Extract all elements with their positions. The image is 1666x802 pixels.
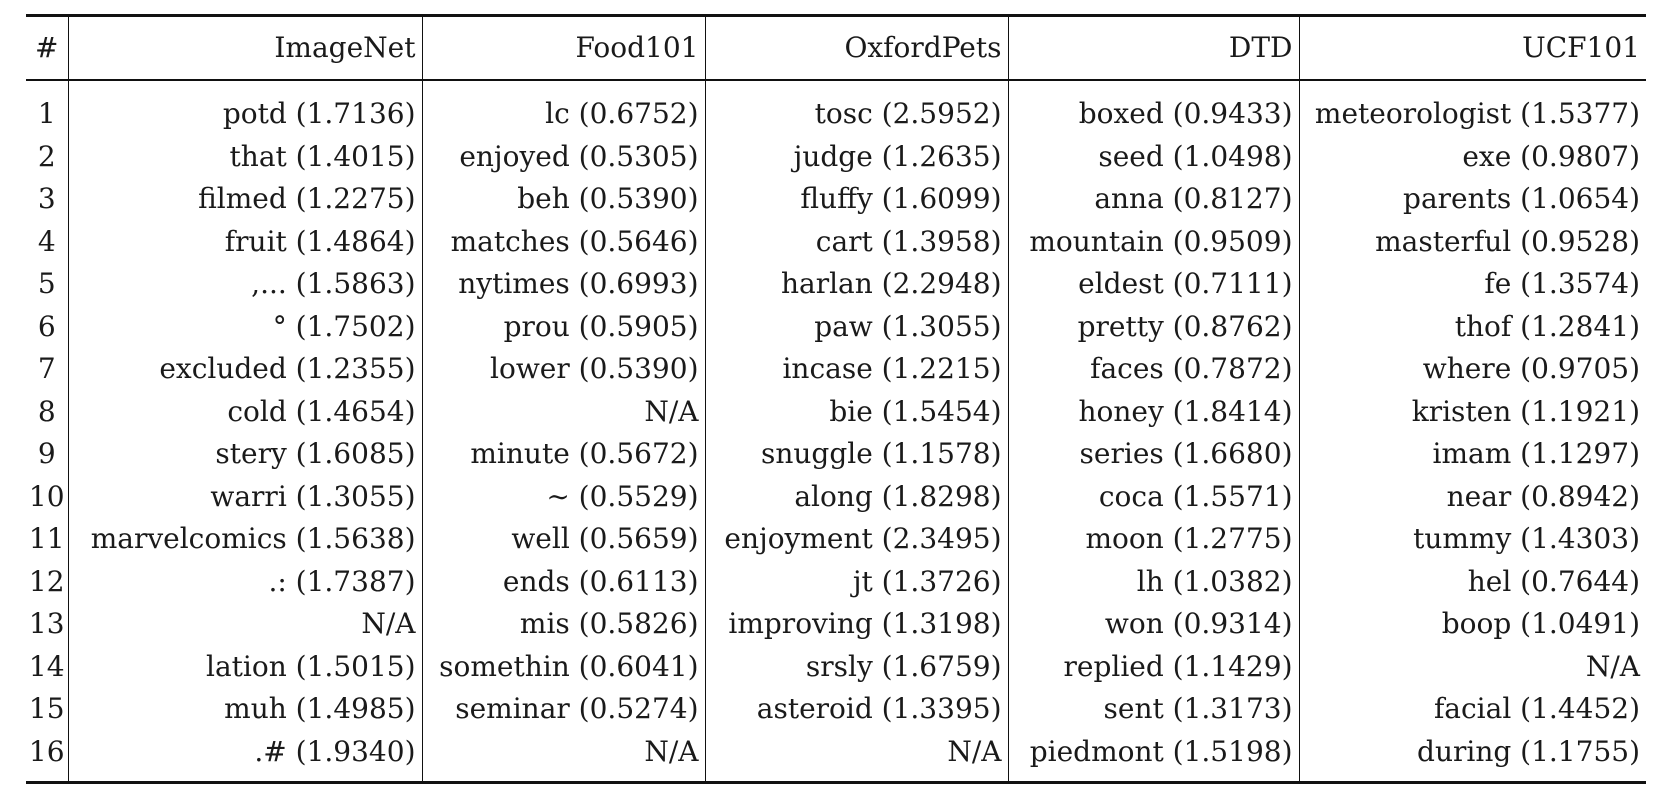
cell-oxfordpets: asteroid (1.3395) xyxy=(705,688,1008,731)
cell-imagenet: fruit (1.4864) xyxy=(68,221,422,264)
table-row xyxy=(26,476,1646,519)
table-row xyxy=(26,646,1646,689)
cell-ucf101: facial (1.4452) xyxy=(1433,692,1640,725)
cell-dtd: replied (1.1429) xyxy=(1008,646,1299,689)
cell-food101: mis (0.5826) xyxy=(422,603,705,646)
cell-dtd: boxed (0.9433) xyxy=(1008,81,1299,136)
header-index: # xyxy=(26,17,68,79)
cell-index: 7 xyxy=(26,348,68,391)
cell-dtd: seed (1.0498) xyxy=(1008,136,1299,179)
cell-ucf101: boop (1.0491) xyxy=(1441,607,1640,640)
cell-food101: lc (0.6752) xyxy=(422,81,705,136)
cell-imagenet: .: (1.7387) xyxy=(68,561,422,604)
cell-food101: enjoyed (0.5305) xyxy=(422,136,705,179)
table-row xyxy=(26,561,1646,604)
header-food101: Food101 xyxy=(422,17,705,79)
cell-oxfordpets: bie (1.5454) xyxy=(705,391,1008,434)
cell-index: 15 xyxy=(26,688,68,731)
cell-imagenet: marvelcomics (1.5638) xyxy=(68,518,422,561)
cell-ucf101: tummy (1.4303) xyxy=(1413,522,1640,555)
cell-dtd: moon (1.2775) xyxy=(1008,518,1299,561)
cell-imagenet: muh (1.4985) xyxy=(68,688,422,731)
cell-oxfordpets: paw (1.3055) xyxy=(705,306,1008,349)
table-row xyxy=(26,603,1646,646)
cell-imagenet: filmed (1.2275) xyxy=(68,178,422,221)
cell-index: 4 xyxy=(26,221,68,264)
cell-imagenet: ,... (1.5863) xyxy=(68,263,422,306)
results-table xyxy=(26,17,1646,79)
cell-ucf101: parents (1.0654) xyxy=(1403,182,1640,215)
cell-index: 9 xyxy=(26,433,68,476)
cell-food101: nytimes (0.6993) xyxy=(422,263,705,306)
cell-index: 16 xyxy=(26,731,68,782)
header-oxfordpets: OxfordPets xyxy=(705,17,1008,79)
cell-oxfordpets: along (1.8298) xyxy=(705,476,1008,519)
cell-oxfordpets: cart (1.3958) xyxy=(705,221,1008,264)
cell-dtd: mountain (0.9509) xyxy=(1008,221,1299,264)
cell-oxfordpets: judge (1.2635) xyxy=(705,136,1008,179)
header-row xyxy=(26,17,1646,79)
table-row xyxy=(26,306,1646,349)
header-dtd: DTD xyxy=(1008,17,1299,79)
results-table-container xyxy=(26,14,1646,784)
cell-imagenet: that (1.4015) xyxy=(68,136,422,179)
cell-food101: lower (0.5390) xyxy=(422,348,705,391)
cell-index: 13 xyxy=(26,603,68,646)
cell-dtd: anna (0.8127) xyxy=(1008,178,1299,221)
table-row xyxy=(26,433,1646,476)
cell-ucf101: during (1.1755) xyxy=(1417,734,1640,768)
cell-food101: minute (0.5672) xyxy=(422,433,705,476)
cell-oxfordpets: harlan (2.2948) xyxy=(705,263,1008,306)
cell-food101: somethin (0.6041) xyxy=(422,646,705,689)
cell-ucf101: fe (1.3574) xyxy=(1484,267,1640,300)
cell-imagenet: potd (1.7136) xyxy=(68,81,422,136)
table-row xyxy=(26,178,1646,221)
cell-food101: N/A xyxy=(422,391,705,434)
results-table-body xyxy=(26,81,1646,781)
cell-ucf101: N/A xyxy=(1585,649,1640,683)
cell-index: 1 xyxy=(26,81,68,136)
cell-food101: beh (0.5390) xyxy=(422,178,705,221)
cell-oxfordpets: srsly (1.6759) xyxy=(705,646,1008,689)
table-row xyxy=(26,81,1646,136)
cell-ucf101: where (0.9705) xyxy=(1422,352,1640,385)
cell-imagenet: warri (1.3055) xyxy=(68,476,422,519)
cell-oxfordpets: jt (1.3726) xyxy=(705,561,1008,604)
cell-ucf101: thof (1.2841) xyxy=(1454,309,1640,343)
cell-food101: ends (0.6113) xyxy=(422,561,705,604)
table-row xyxy=(26,731,1646,782)
cell-oxfordpets: N/A xyxy=(705,731,1008,782)
cell-dtd: series (1.6680) xyxy=(1008,433,1299,476)
cell-oxfordpets: snuggle (1.1578) xyxy=(705,433,1008,476)
cell-ucf101: kristen (1.1921) xyxy=(1411,394,1640,428)
cell-index: 10 xyxy=(26,476,68,519)
cell-dtd: coca (1.5571) xyxy=(1008,476,1299,519)
table-row xyxy=(26,391,1646,434)
cell-oxfordpets: enjoyment (2.3495) xyxy=(705,518,1008,561)
cell-imagenet: excluded (1.2355) xyxy=(68,348,422,391)
cell-oxfordpets: incase (1.2215) xyxy=(705,348,1008,391)
cell-index: 2 xyxy=(26,136,68,179)
table-body xyxy=(26,81,1646,781)
cell-dtd: piedmont (1.5198) xyxy=(1008,731,1299,782)
cell-food101: seminar (0.5274) xyxy=(422,688,705,731)
table-row xyxy=(26,688,1646,731)
cell-dtd: sent (1.3173) xyxy=(1008,688,1299,731)
cell-index: 14 xyxy=(26,646,68,689)
cell-imagenet: .# (1.9340) xyxy=(68,731,422,782)
cell-imagenet: ° (1.7502) xyxy=(68,306,422,349)
cell-index: 8 xyxy=(26,391,68,434)
cell-dtd: pretty (0.8762) xyxy=(1008,306,1299,349)
table-row xyxy=(26,263,1646,306)
cell-imagenet: N/A xyxy=(68,603,422,646)
cell-food101: matches (0.5646) xyxy=(422,221,705,264)
cell-dtd: eldest (0.7111) xyxy=(1008,263,1299,306)
cell-ucf101: meteorologist (1.5377) xyxy=(1314,97,1640,130)
cell-index: 12 xyxy=(26,561,68,604)
cell-dtd: honey (1.8414) xyxy=(1008,391,1299,434)
cell-imagenet: cold (1.4654) xyxy=(68,391,422,434)
table-row xyxy=(26,136,1646,179)
cell-oxfordpets: fluffy (1.6099) xyxy=(705,178,1008,221)
cell-food101: well (0.5659) xyxy=(422,518,705,561)
header-imagenet: ImageNet xyxy=(68,17,422,79)
cell-index: 6 xyxy=(26,306,68,349)
cell-ucf101: near (0.8942) xyxy=(1446,479,1640,513)
bottom-rule xyxy=(26,781,1646,784)
cell-oxfordpets: improving (1.3198) xyxy=(705,603,1008,646)
cell-ucf101: masterful (0.9528) xyxy=(1375,224,1640,258)
cell-food101: ∼ (0.5529) xyxy=(422,476,705,519)
cell-index: 5 xyxy=(26,263,68,306)
cell-imagenet: lation (1.5015) xyxy=(68,646,422,689)
cell-dtd: faces (0.7872) xyxy=(1008,348,1299,391)
table-row xyxy=(26,221,1646,264)
cell-ucf101: hel (0.7644) xyxy=(1467,564,1640,598)
cell-food101: N/A xyxy=(422,731,705,782)
cell-oxfordpets: tosc (2.5952) xyxy=(705,81,1008,136)
header-ucf101: UCF101 xyxy=(1522,31,1640,64)
cell-ucf101: imam (1.1297) xyxy=(1432,437,1640,470)
cell-index: 3 xyxy=(26,178,68,221)
cell-ucf101: exe (0.9807) xyxy=(1462,139,1640,173)
table-row xyxy=(26,348,1646,391)
cell-dtd: won (0.9314) xyxy=(1008,603,1299,646)
cell-index: 11 xyxy=(26,518,68,561)
cell-dtd: lh (1.0382) xyxy=(1008,561,1299,604)
table-row xyxy=(26,518,1646,561)
cell-imagenet: stery (1.6085) xyxy=(68,433,422,476)
cell-food101: prou (0.5905) xyxy=(422,306,705,349)
